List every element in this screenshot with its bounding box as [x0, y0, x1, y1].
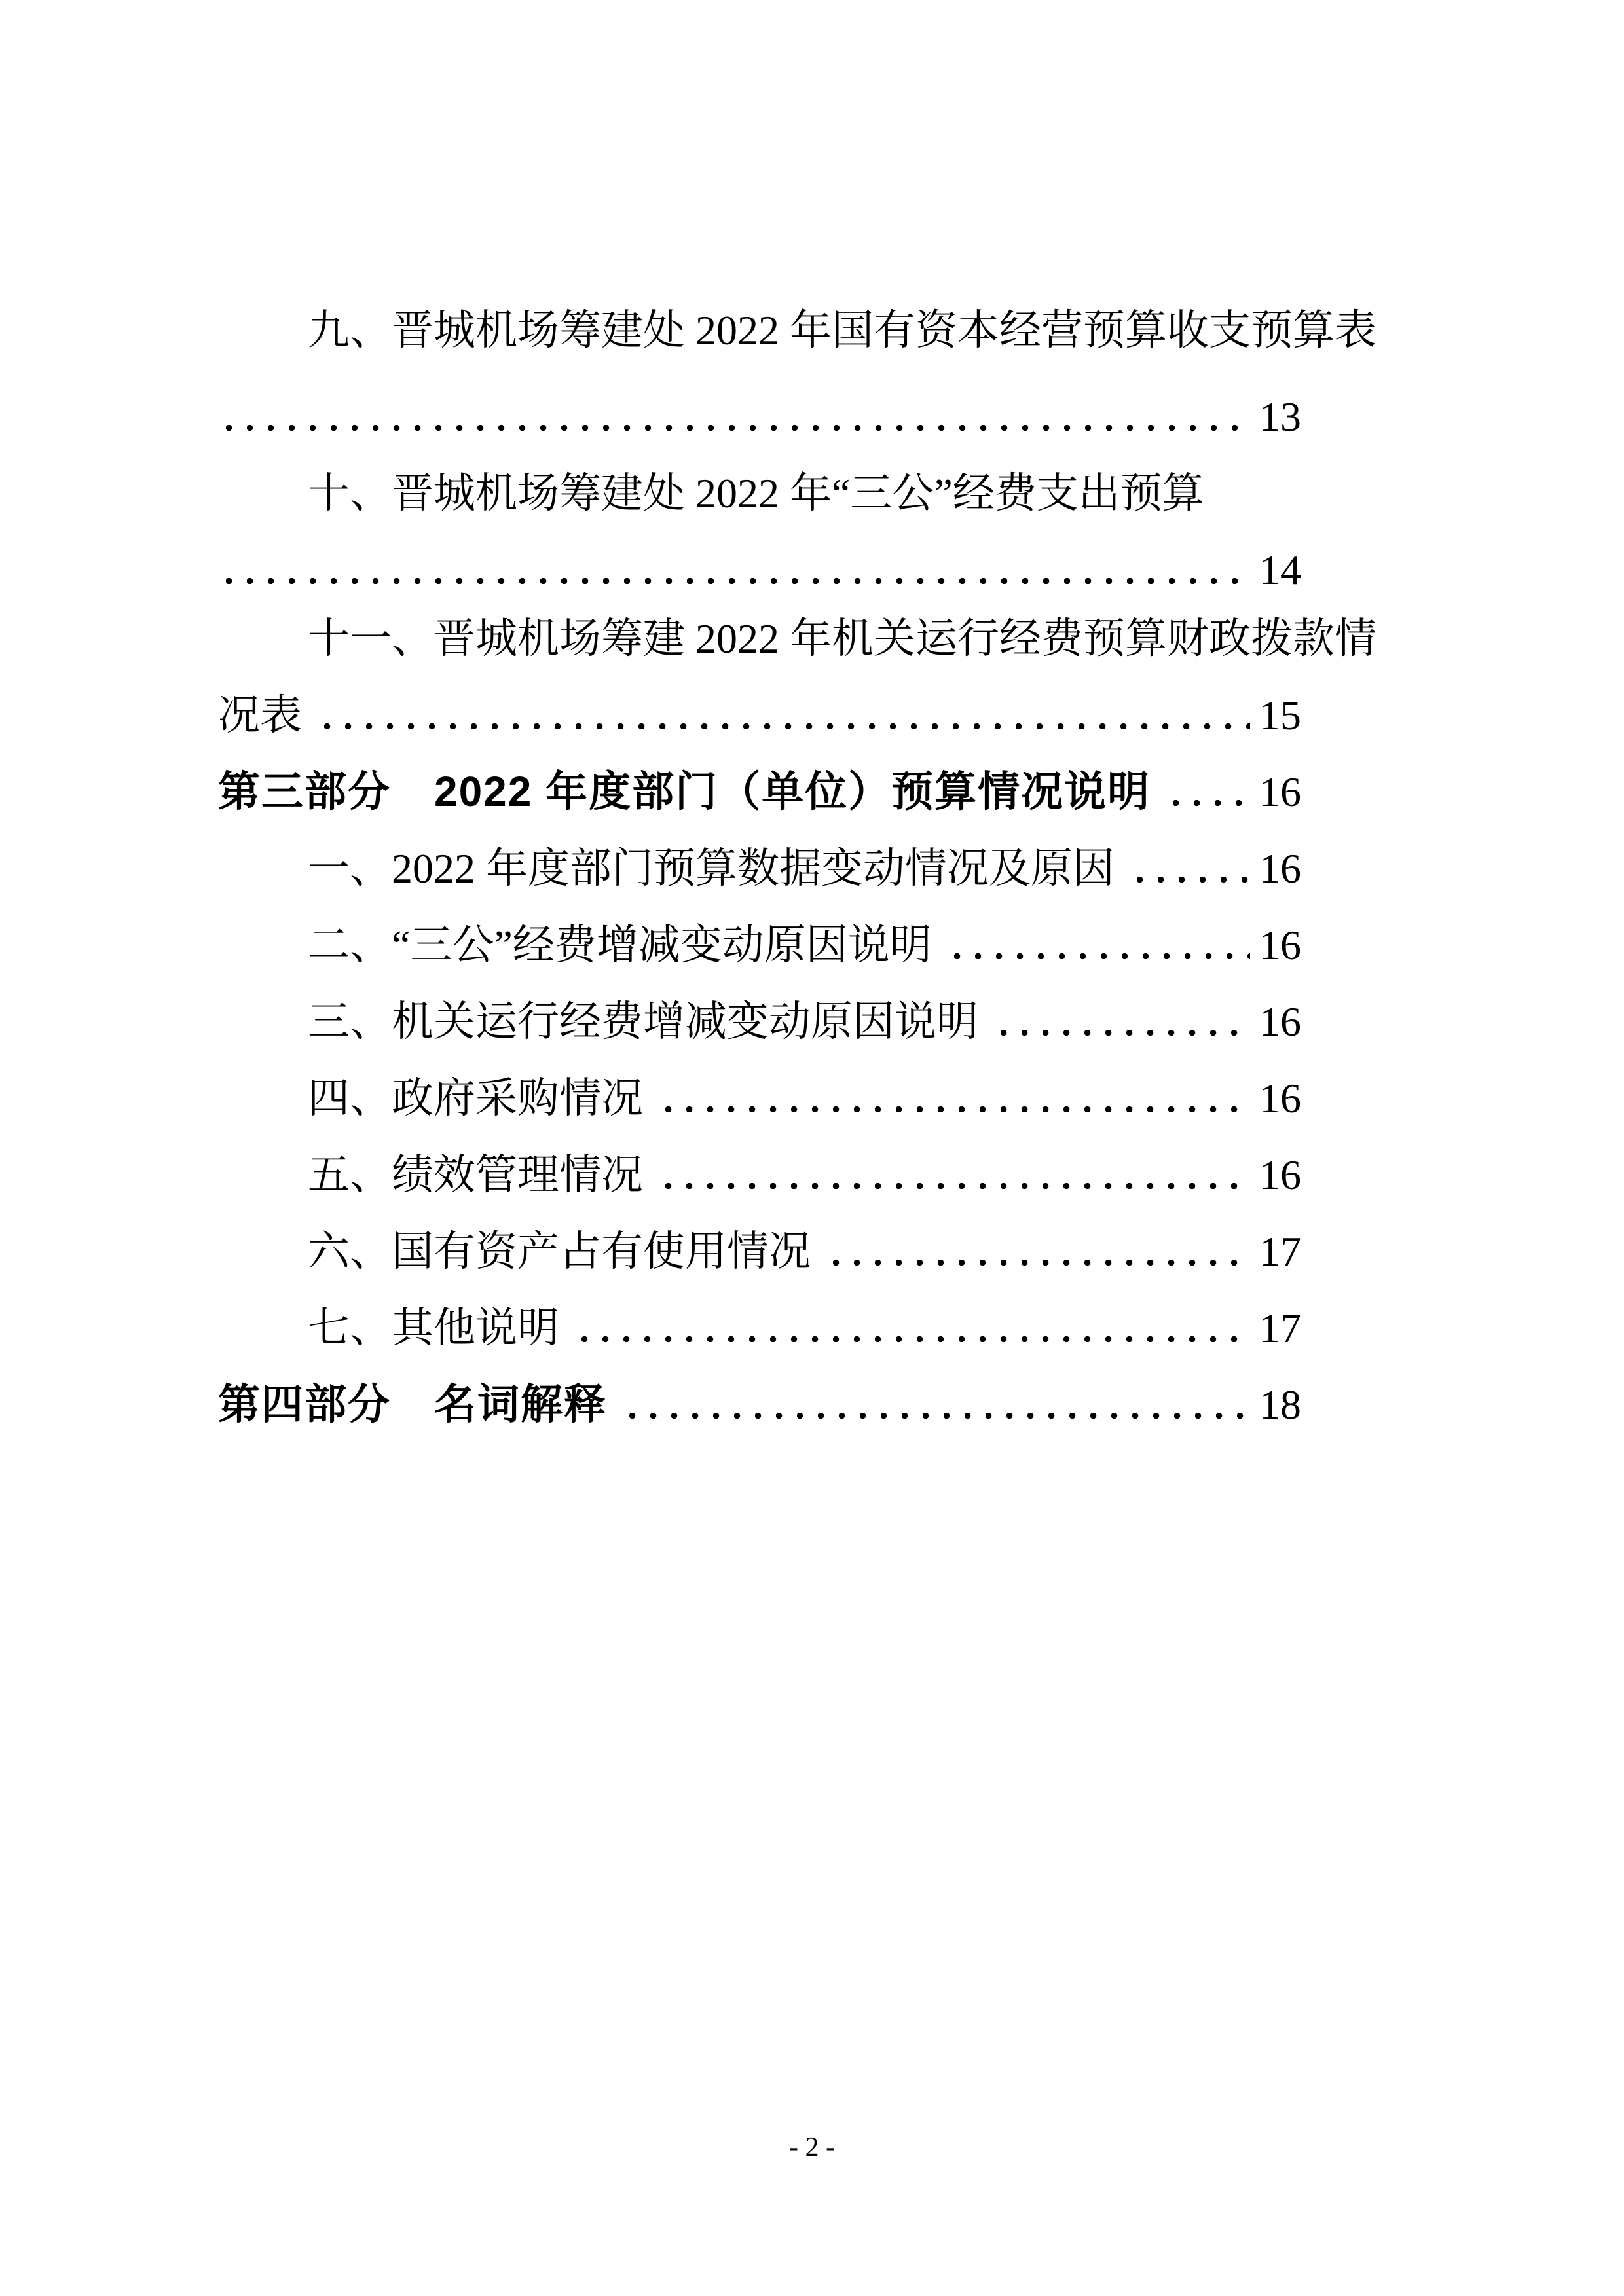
- toc-entry: [218, 1060, 1301, 1137]
- toc-entry: [218, 983, 1301, 1060]
- toc-page-number: 15: [1259, 692, 1301, 738]
- dot-leader: [825, 1213, 1250, 1290]
- toc-entry-title: 三、机关运行经费增减变动原因说明: [308, 998, 978, 1045]
- toc-entry: [218, 1137, 1301, 1213]
- dot-leader: [946, 907, 1250, 983]
- toc-entry-title: 五、绩效管理情况: [308, 1152, 643, 1198]
- dot-leader: [621, 1366, 1250, 1443]
- toc-entry-title: 四、政府采购情况: [308, 1075, 643, 1121]
- table-of-contents: [218, 292, 1376, 1443]
- toc-entry: [218, 907, 1301, 983]
- toc-section-heading: [218, 754, 1301, 830]
- toc-page-number: 16: [1259, 998, 1301, 1045]
- toc-entry-title: 第三部分 2022 年度部门（单位）预算情况说明: [218, 768, 1151, 815]
- toc-page-number: 13: [1259, 393, 1301, 440]
- dot-leader: [574, 1290, 1250, 1366]
- toc-entry-title: 十、晋城机场筹建处 2022 年“三公”经费支出预算: [308, 470, 1204, 517]
- toc-entry-title: 况表: [218, 692, 302, 738]
- dot-leader: [657, 1060, 1250, 1137]
- toc-page-number: 16: [1259, 922, 1301, 968]
- page-footer: [0, 2129, 1624, 2166]
- toc-entry-title: 一、2022 年度部门预算数据变动情况及原因: [308, 845, 1115, 892]
- toc-entry: [218, 455, 1301, 532]
- dot-leader: [657, 1137, 1250, 1213]
- toc-entry-continuation: [218, 532, 1301, 608]
- toc-entry: [218, 600, 1376, 677]
- toc-page-number: 16: [1259, 769, 1301, 815]
- toc-entry-continuation: [218, 677, 1301, 754]
- dot-leader: [218, 532, 1250, 608]
- toc-entry: [218, 292, 1376, 369]
- toc-page-number: 17: [1259, 1305, 1301, 1351]
- dot-leader: [1165, 754, 1250, 830]
- toc-entry-title: 第四部分 名词解释: [218, 1381, 607, 1428]
- toc-page-number: 18: [1259, 1381, 1301, 1428]
- toc-entry-title: 十一、晋城机场筹建 2022 年机关运行经费预算财政拨款情: [308, 615, 1376, 662]
- dot-leader: [218, 378, 1250, 455]
- dot-leader: [993, 983, 1250, 1060]
- toc-section-heading: [218, 1366, 1301, 1443]
- dot-leader: [316, 677, 1250, 754]
- toc-page-number: 16: [1259, 1152, 1301, 1198]
- toc-entry: [218, 1213, 1301, 1290]
- toc-entry-continuation: [218, 378, 1301, 455]
- toc-page-number: 16: [1259, 1075, 1301, 1121]
- dot-leader: [1129, 830, 1250, 907]
- toc-entry: [218, 1290, 1301, 1366]
- toc-entry-title: 六、国有资产占有使用情况: [308, 1228, 811, 1275]
- toc-entry-title: 二、“三公”经费增减变动原因说明: [308, 922, 932, 968]
- toc-page-number: 17: [1259, 1228, 1301, 1275]
- toc-entry-title: 九、晋城机场筹建处 2022 年国有资本经营预算收支预算表: [308, 307, 1376, 354]
- toc-entry: [218, 830, 1301, 907]
- toc-entry-title: 七、其他说明: [308, 1305, 559, 1351]
- page-number: - 2 -: [789, 2132, 835, 2162]
- toc-page-number: 14: [1259, 547, 1301, 593]
- toc-page-number: 16: [1259, 845, 1301, 892]
